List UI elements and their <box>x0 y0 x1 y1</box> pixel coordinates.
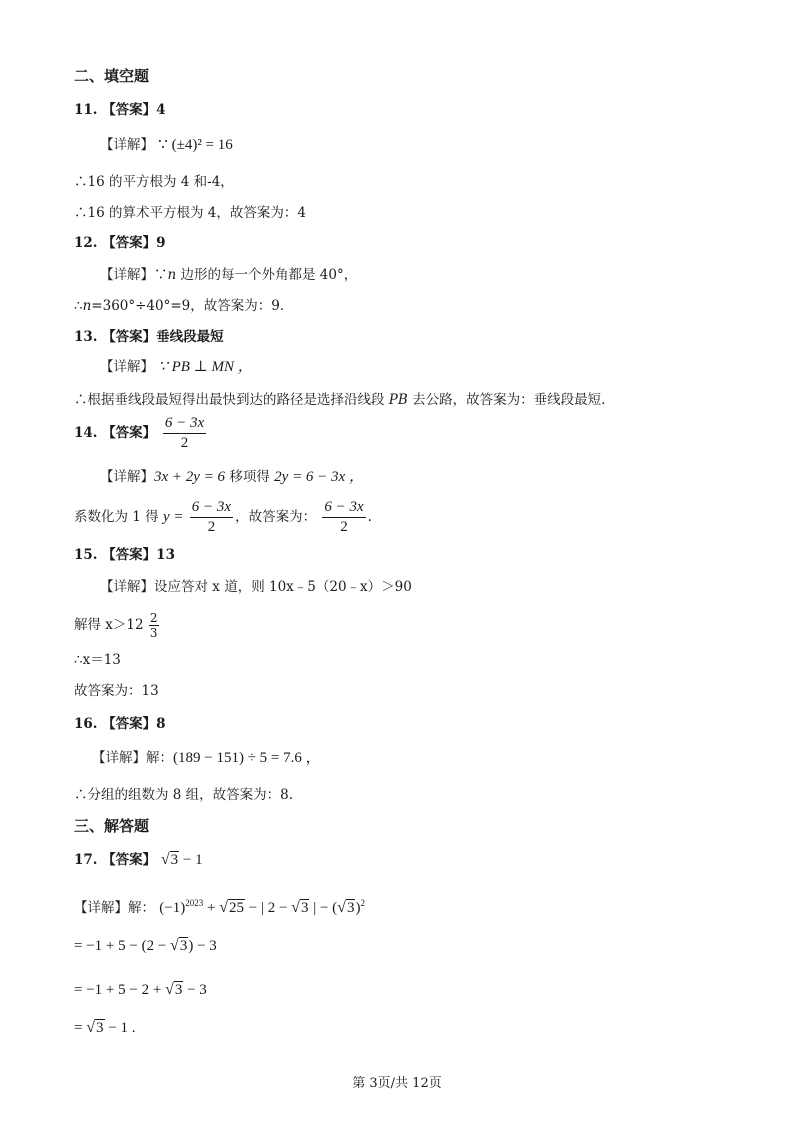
var-n: n <box>167 267 177 283</box>
q12-line1 <box>74 296 293 316</box>
sqrt-expression <box>337 898 355 918</box>
q17-step4 <box>74 1018 135 1038</box>
q17-step1-a: (−1) <box>159 900 186 916</box>
q17-step2-a: = −1 + 5 − (2 − <box>74 938 171 954</box>
radicand: 3 <box>174 982 183 998</box>
q17-answer <box>74 850 203 870</box>
q11-line1: ∴16 的平方根为 4 和-4， <box>74 174 234 190</box>
fraction-numerator: 6 − 3x <box>190 498 233 518</box>
radicand: 3 <box>346 900 355 916</box>
q12-line1-text: =360°÷40°=9，故答案为：9． <box>91 298 294 314</box>
q14-y-eq: y = <box>162 509 184 525</box>
q16-detail <box>92 748 321 768</box>
q16-math: (189 − 151) ÷ 5 = 7.6 ， <box>173 750 321 766</box>
q14-eq1: 3x + 2y = 6 <box>154 469 226 485</box>
radicand: 3 <box>96 1020 104 1036</box>
detail-label: 【详解】解： <box>92 750 173 766</box>
radicand: 3 <box>179 938 188 954</box>
q16-answer: 16. 【答案】8 <box>74 716 166 732</box>
q17-step1-d: | − ( <box>309 900 338 916</box>
fraction-denominator: 2 <box>340 519 348 535</box>
q12-answer: 12. 【答案】9 <box>74 235 166 251</box>
q14-line1-b: ，故答案为： <box>235 509 317 525</box>
q14-eq2: 2y = 6 − 3x ， <box>274 469 364 485</box>
q11-answer: 11. 【答案】4 <box>74 102 166 118</box>
detail-label: 【详解】 <box>100 137 154 153</box>
detail-label: 【详解】 <box>100 469 154 485</box>
sqrt-expression <box>165 980 183 1000</box>
q17-step4-a: = <box>74 1020 87 1036</box>
detail-label: 【详解】 <box>100 579 154 595</box>
because-symbol: ∵ <box>154 267 168 283</box>
q17-step3 <box>74 980 207 1000</box>
fraction-numerator: 6 − 3x <box>163 414 206 434</box>
radical-icon: √ <box>291 899 300 916</box>
q17-detail <box>74 893 365 918</box>
detail-label: 【详解】 <box>100 267 154 283</box>
plus: + <box>203 900 220 916</box>
radical-icon: √ <box>219 899 228 916</box>
q17-step1-e: ) <box>355 900 361 916</box>
radicand: 25 <box>229 900 244 916</box>
q14-answer-fraction <box>163 414 206 453</box>
q15-detail-text: 设应答对 x 道，则 10x﹣5（20﹣x）＞90 <box>154 579 412 595</box>
segment-pb: PB <box>388 392 408 408</box>
var-n: n <box>82 298 92 314</box>
fraction-numerator: 6 − 3x <box>322 498 365 518</box>
detail-label: 【详解】 <box>100 359 154 375</box>
q13-math: ∵ PB ⊥ MN ， <box>158 359 253 375</box>
q13-line1 <box>74 390 605 410</box>
q13-line1-b: 去公路，故答案为：垂线段最短. <box>407 392 606 408</box>
q14-detail <box>100 467 364 487</box>
sqrt-expression <box>86 1018 104 1038</box>
radical-icon: √ <box>86 1019 95 1036</box>
sqrt-expression <box>219 898 245 918</box>
q15-line2: ∴x＝13 <box>74 652 121 668</box>
q14-line1 <box>74 498 372 537</box>
q11-line2: ∴16 的算术平方根为 4，故答案为：4 <box>74 205 306 221</box>
q17-step3-a: = −1 + 5 − 2 + <box>74 982 166 998</box>
exponent: 2023 <box>185 898 204 908</box>
q11-detail <box>100 135 233 155</box>
q12-detail-text: 边形的每一个外角都是 40°， <box>176 267 358 283</box>
q17-step1 <box>159 900 365 916</box>
q14-line1-end: . <box>367 509 372 525</box>
q11-math: ∵ (±4)² = 16 <box>158 137 233 153</box>
sqrt-expression <box>291 898 309 918</box>
q17-step3-b: − 3 <box>183 982 207 998</box>
q13-answer: 13. 【答案】垂线段最短 <box>74 329 224 345</box>
radicand: 3 <box>300 900 309 916</box>
q15-detail <box>100 577 412 597</box>
fraction-denominator: 2 <box>180 435 189 451</box>
q14-answer <box>74 414 208 453</box>
sqrt-expression <box>170 936 188 956</box>
detail-label: 【详解】解： <box>74 900 155 916</box>
q14-fraction-1 <box>190 498 233 537</box>
fraction-denominator: 2 <box>207 519 216 535</box>
fraction-numerator: 2 <box>149 611 158 625</box>
q17-answer-label: 17. 【答案】 <box>74 852 157 868</box>
q12-detail <box>100 265 357 285</box>
q14-fraction-2 <box>322 498 365 537</box>
q15-answer: 15. 【答案】13 <box>74 547 175 563</box>
q16-line1: ∴分组的组数为 8 组，故答案为：8. <box>74 787 294 803</box>
mixed-fraction <box>149 611 159 640</box>
radical-icon: √ <box>337 899 346 916</box>
q17-step2-b: ) − 3 <box>188 938 217 954</box>
q17-answer-math <box>161 852 203 868</box>
section-title-solutions: 三、解答题 <box>74 817 150 835</box>
q13-line1-a: ∴根据垂线段最短得出最快到达的路径是选择沿线段 <box>74 392 389 408</box>
q14-answer-label: 14. 【答案】 <box>74 425 157 441</box>
q17-step4-b: − 1 . <box>104 1020 136 1036</box>
q17-step2 <box>74 936 217 956</box>
radical-icon: √ <box>170 937 179 954</box>
page-footer: 第 3页/共 12页 <box>352 1076 442 1091</box>
radicand: 3 <box>170 852 179 868</box>
q15-line1-text: 解得 x＞12 <box>74 617 144 633</box>
sqrt-expression <box>161 850 179 870</box>
radical-icon: √ <box>165 981 174 998</box>
q13-detail <box>100 357 253 377</box>
radical-icon: √ <box>160 851 170 868</box>
therefore-symbol: ∴ <box>74 298 83 314</box>
q17-answer-rest: − 1 <box>179 852 203 868</box>
fraction-denominator: 3 <box>149 626 158 640</box>
q17-step1-c: − | 2 − <box>245 900 292 916</box>
section-title-fill-in: 二、填空题 <box>74 67 150 85</box>
q15-line3: 故答案为：13 <box>74 683 159 699</box>
q15-line1 <box>74 611 159 640</box>
q14-line1-a: 系数化为 1 得 <box>74 509 163 525</box>
exponent: 2 <box>360 898 365 908</box>
q14-mid-text: 移项得 <box>225 469 275 485</box>
